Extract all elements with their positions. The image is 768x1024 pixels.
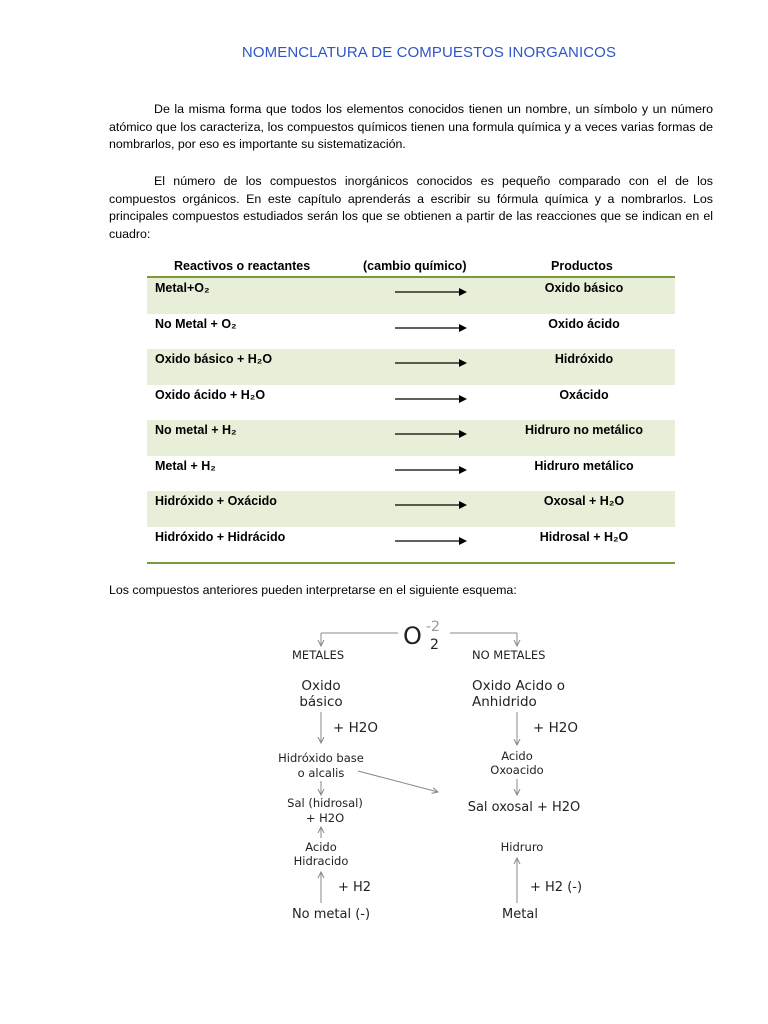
label-hidroxido-1: Hidróxido base	[278, 751, 364, 765]
label-acido-hidracido-1: Acido	[305, 840, 337, 854]
row-reactants: Hidróxido + Oxácido	[155, 494, 277, 508]
label-oxido-acido-1: Oxido Acido o	[472, 678, 566, 694]
row-reactants: Hidróxido + Hidrácido	[155, 529, 286, 544]
page-title: NOMENCLATURA DE COMPUESTOS INORGANICOS	[241, 44, 617, 61]
row-product: Hidruro no metálico	[524, 423, 644, 437]
label-no-metales: NO METALES	[472, 648, 546, 662]
row-reactants: No metal + H₂	[155, 423, 237, 437]
scheme-intro: Los compuestos anteriores pueden interpretarse en el siguiente esquema:	[109, 583, 517, 597]
oxygen-charge: -2	[426, 619, 440, 635]
label-hidroxido-2: o alcalis	[297, 766, 345, 780]
label-metales: METALES	[292, 648, 345, 662]
arrow-hidroxido-to-oxosal	[358, 771, 438, 792]
row-product: Hidrosal + H₂O	[539, 529, 629, 544]
label-plus-h2o-left: + H2O	[333, 720, 378, 736]
label-oxido-acido-2: Anhidrido	[472, 694, 537, 710]
row-product: Oxido ácido	[548, 316, 620, 331]
row-product: Oxido básico	[544, 281, 624, 295]
label-hidruro: Hidruro	[500, 840, 544, 854]
label-oxido-basico-1: Oxido	[301, 678, 341, 694]
row-product: Hidruro metálico	[534, 458, 634, 473]
oxygen-formula: O	[403, 622, 422, 650]
label-sal-oxosal: Sal oxosal + H2O	[467, 800, 581, 815]
label-acido-hidracido-2: Hidracido	[293, 854, 349, 868]
label-no-metal: No metal (-)	[291, 907, 371, 922]
header-reactants: Reactivos o reactantes	[174, 259, 311, 273]
row-reactants: Oxido básico + H₂O	[155, 352, 273, 366]
row-product: Oxosal + H₂O	[543, 494, 625, 508]
label-oxido-basico-2: básico	[299, 694, 343, 710]
label-plus-h2o-right: + H2O	[533, 720, 578, 736]
row-reactants: No Metal + O₂	[155, 316, 237, 331]
header-change: (cambio químico)	[363, 259, 467, 273]
oxygen-subscript: 2	[430, 637, 439, 653]
intro-paragraph-1: De la misma forma que todos los elementos conocidos tienen un nombre, un símbolo y un número atómico que los caracteriza, los compuestos químicos tienen una formula química y a veces varias formas de nombrarlos, por eso es importante su sistematización.	[109, 102, 713, 151]
row-product: Hidróxido	[554, 352, 614, 366]
row-reactants: Metal+O₂	[155, 281, 210, 295]
label-sal-hidrosal-2: + H2O	[305, 811, 345, 825]
label-acido-oxo-1: Acido	[501, 749, 533, 763]
row-reactants: Metal + H₂	[155, 458, 216, 473]
row-product: Oxácido	[559, 387, 609, 402]
header-products: Productos	[551, 259, 613, 273]
label-acido-oxo-2: Oxoacido	[490, 763, 544, 777]
label-plus-h2-right: + H2 (-)	[530, 880, 583, 895]
label-sal-hidrosal-1: Sal (hidrosal)	[287, 796, 363, 810]
intro-paragraph-2: El número de los compuestos inorgánicos conocidos es pequeño comparado con el de los compuestos orgánicos. En este capítulo aprenderás a escribir su fórmula química y a nombrarlos. Los principales compuestos estudiados serán los que se obtienen a partir de las reacciones que se indican en el cuadro:	[109, 174, 713, 241]
label-plus-h2-left: + H2	[338, 880, 372, 895]
row-reactants: Oxido ácido + H₂O	[155, 387, 266, 402]
label-metal: Metal	[502, 907, 538, 922]
